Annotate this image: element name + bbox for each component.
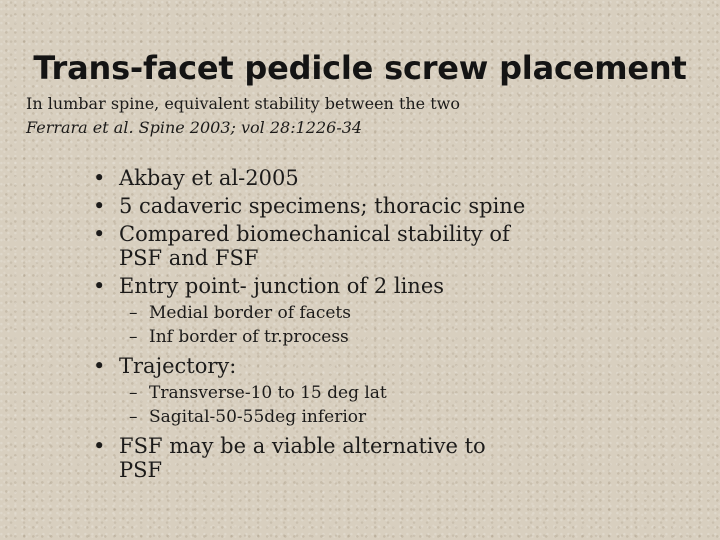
bullet-item: • Compared biomechanical stability of PSF and FSF bbox=[93, 222, 559, 270]
sub-bullet-item: – Sagital-50-55deg inferior bbox=[93, 406, 593, 428]
sub-bullet-item: – Inf border of tr.process bbox=[93, 326, 593, 348]
bullet-item: • 5 cadaveric specimens; thoracic spine bbox=[93, 194, 593, 218]
subtitle-block bbox=[26, 92, 460, 140]
bullet-item: • Trajectory: bbox=[93, 354, 593, 378]
bullet-item: • Entry point- junction of 2 lines bbox=[93, 274, 593, 298]
slide-title: Trans-facet pedicle screw placement bbox=[33, 49, 687, 87]
subtitle-text: In lumbar spine, equivalent stability between the two bbox=[26, 94, 460, 113]
bullet-item: • Akbay et al-2005 bbox=[93, 166, 593, 190]
sub-bullet-item: – Transverse-10 to 15 deg lat bbox=[93, 382, 593, 404]
citation-text: Ferrara et al. Spine 2003; vol 28:1226-34 bbox=[26, 118, 363, 137]
bullet-item: • FSF may be a viable alternative to PSF bbox=[93, 434, 519, 482]
sub-bullet-item: – Medial border of facets bbox=[93, 302, 593, 324]
bullet-list bbox=[93, 166, 593, 486]
